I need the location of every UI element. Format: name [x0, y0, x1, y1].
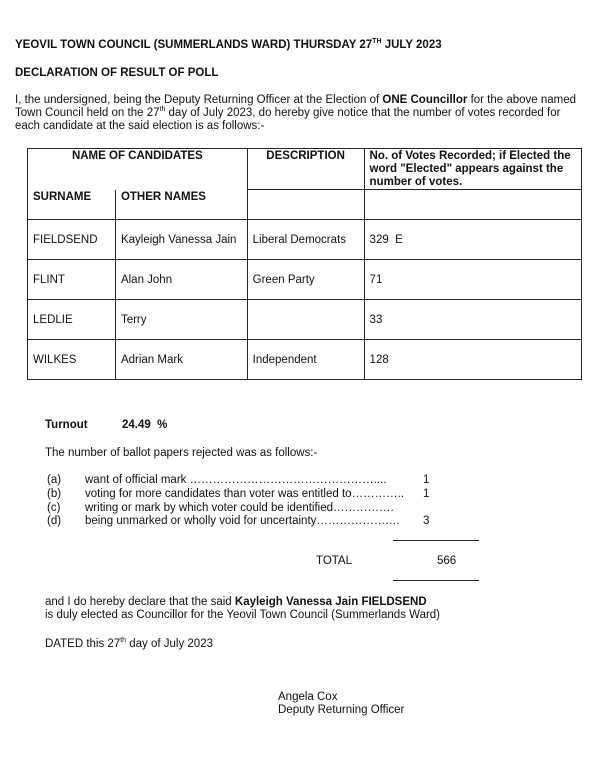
declaration-heading: DECLARATION OF RESULT OF POLL: [15, 67, 219, 79]
cell-other-names: Adrian Mark: [115, 340, 247, 380]
table-row: [28, 340, 582, 380]
cell-votes: 128: [364, 340, 581, 380]
header-other-names: OTHER NAMES: [115, 190, 247, 220]
rejected-key: (c): [47, 502, 61, 514]
table-row: [28, 220, 582, 260]
cell-other-names: Alan John: [115, 260, 247, 300]
header-surname: SURNAME: [28, 190, 116, 220]
cell-surname: FLINT: [28, 260, 116, 300]
cell-votes: 33: [364, 300, 581, 340]
turnout-label: Turnout: [45, 419, 88, 431]
intro-paragraph: I, the undersigned, being the Deputy Returning Officer at the Election of ONE Councillor for the above named Town Council held on the 27th day of July 2023, do hereby give notice that the number of votes recorded for each candidate at the said election is as follows:-: [15, 94, 577, 132]
table-row: [28, 300, 582, 340]
signatory-name: Angela Cox: [278, 691, 338, 703]
cell-other-names: Terry: [115, 300, 247, 340]
cell-votes: 329 E: [364, 220, 581, 260]
signature-block: [278, 691, 404, 717]
total-rule-bottom: [393, 580, 479, 581]
total-rule-top: [393, 540, 479, 541]
cell-surname: WILKES: [28, 340, 116, 380]
cell-votes: 71: [364, 260, 581, 300]
total-label: TOTAL: [316, 555, 352, 567]
election-declaration: and I do hereby declare that the said Kayleigh Vanessa Jain FIELDSEND is duly elected as Councillor for the Yeovil Town Council (Summerlands Ward): [45, 596, 441, 621]
cell-other-names: Kayleigh Vanessa Jain: [115, 220, 247, 260]
rejected-key: (d): [47, 515, 62, 527]
rejected-text: being unmarked or wholly void for uncertainty……………….…: [85, 515, 401, 527]
rejected-count: 3: [423, 515, 430, 527]
cell-description: Independent: [247, 340, 364, 380]
header-blank: [247, 190, 364, 220]
total-value: 566: [437, 555, 457, 567]
cell-description: Green Party: [247, 260, 364, 300]
cell-surname: FIELDSEND: [28, 220, 116, 260]
rejected-intro: The number of ballot papers rejected was as follows:-: [45, 447, 318, 459]
cell-description: [247, 300, 364, 340]
rejected-key: (b): [47, 488, 62, 500]
turnout-value: 24.49 %: [122, 419, 168, 431]
rejected-count: 1: [423, 474, 430, 486]
rejected-text: writing or mark by which voter could be identified…………….: [85, 502, 394, 514]
cell-description: Liberal Democrats: [247, 220, 364, 260]
results-table: [27, 148, 582, 380]
rejected-text: want of official mark …………………………………………....: [85, 474, 387, 486]
rejected-count: 1: [423, 488, 430, 500]
dated-line: DATED this 27th day of July 2023: [45, 637, 213, 650]
header-names: NAME OF CANDIDATES: [28, 149, 248, 190]
table-row: [28, 260, 582, 300]
rejected-key: (a): [47, 474, 62, 486]
rejected-text: voting for more candidates than voter was entitled to…………..: [85, 488, 404, 500]
header-description: DESCRIPTION: [247, 149, 364, 190]
header-votes: No. of Votes Recorded; if Elected the word "Elected" appears against the number of votes.: [364, 149, 581, 190]
cell-surname: LEDLIE: [28, 300, 116, 340]
document-title: YEOVIL TOWN COUNCIL (SUMMERLANDS WARD) THURSDAY 27TH JULY 2023: [15, 38, 442, 51]
header-blank: [364, 190, 581, 220]
signatory-role: Deputy Returning Officer: [278, 704, 405, 716]
